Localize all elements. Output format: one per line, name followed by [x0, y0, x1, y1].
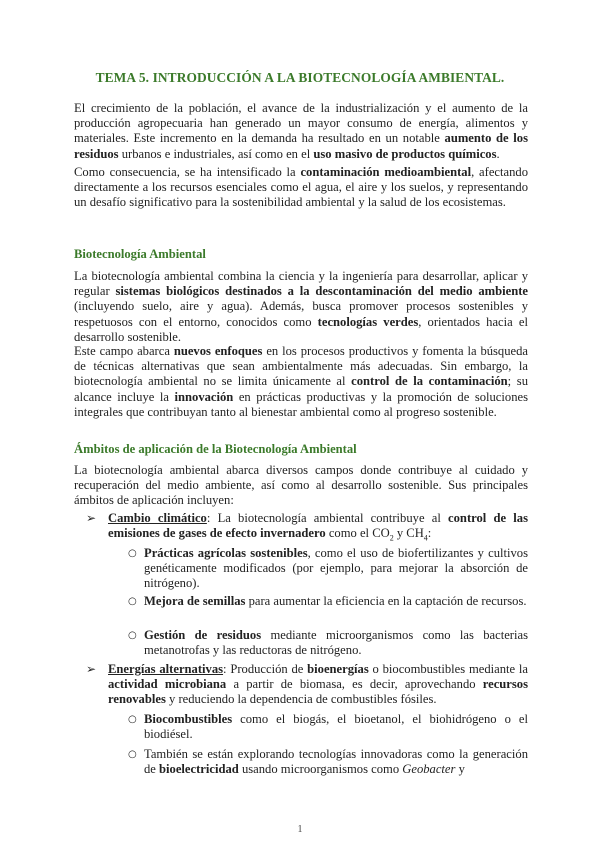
- section1-paragraph-1: La biotecnología ambiental combina la ciencia y la ingeniería para desarrollar, aplicar y regular sistemas biológicos destinados a la descontaminación del medio ambiente (incluyendo suelo, aire y agua). Además, busca promover procesos sostenibles y respetuosos con el entorno, conocidos como tecnologías verdes, orientados hacia el desarrollo sostenible.: [74, 269, 528, 344]
- list-item-energias-alternativas: Energías alternativas: Producción de bioenergías o biocombustibles mediante la actividad microbiana a partir de biomasa, es decir, aprovechando recursos renovables y reduciendo la dependencia de combustibles fósiles.: [108, 662, 528, 707]
- sub-item-gestion-residuos: Gestión de residuos mediante microorganismos como las bacterias metanotrofas y las reductoras de nitrógeno.: [144, 628, 528, 658]
- circle-bullet-icon: ○: [128, 714, 137, 725]
- section2-intro: La biotecnología ambiental abarca diversos campos donde contribuye al cuidado y recuperación del medio ambiente, así como al desarrollo sostenible. Sus principales ámbitos de aplicación incluyen:: [74, 463, 528, 508]
- circle-bullet-icon: ○: [128, 596, 137, 607]
- sub-item-biocombustibles: Biocombustibles como el biogás, el bioetanol, el biohidrógeno o el biodiésel.: [144, 712, 528, 742]
- intro-paragraph-1: El crecimiento de la población, el avance de la industrialización y el aumento de la producción agropecuaria han generado un mayor consumo de energía, alimentos y materiales. Este incremento en la demanda ha resultado en un notable aumento de los residuos urbanos e industriales, así como en el uso masivo de productos químicos.: [74, 101, 529, 161]
- section-heading-ambitos-aplicacion: Ámbitos de aplicación de la Biotecnología Ambiental: [74, 442, 357, 456]
- page-title: TEMA 5. INTRODUCCIÓN A LA BIOTECNOLOGÍA AMBIENTAL.: [95, 70, 505, 85]
- sub-item-practicas-agricolas: Prácticas agrícolas sostenibles, como el uso de biofertilizantes y cultivos genéticamente modificados (por ejemplo, para mejorar la absorción de nitrógeno).: [144, 546, 529, 591]
- sub-item-bioelectricidad: También se están explorando tecnologías innovadoras como la generación de bioelectricidad usando microorganismos como Geobacter y: [144, 747, 528, 777]
- list-item-cambio-climatico: Cambio climático: La biotecnología ambiental contribuye al control de las emisiones de gases de efecto invernadero como el $CO_2$ y $CH_4$:: [108, 511, 528, 543]
- sub-item-mejora-semillas: Mejora de semillas para aumentar la eficiencia en la captación de recursos.: [144, 594, 527, 608]
- page-number: 1: [297, 824, 303, 835]
- arrow-bullet-icon: ➢: [86, 511, 97, 525]
- arrow-bullet-icon: ➢: [86, 662, 97, 676]
- section1-paragraph-2: Este campo abarca nuevos enfoques en los procesos productivos y fomenta la búsqueda de técnicas alternativas que sean ambientalmente más adecuadas. Sin embargo, la biotecnología ambiental no se limita únicamente al control de la contaminación; su alcance incluye la innovación en prácticas productivas y la promoción de soluciones integrales que contribuyan tanto al bienestar ambiental como al progreso sostenible.: [74, 344, 529, 419]
- circle-bullet-icon: ○: [128, 630, 137, 641]
- section-heading-biotecnologia-ambiental: Biotecnología Ambiental: [74, 247, 206, 261]
- intro-paragraph-2: Como consecuencia, se ha intensificado la contaminación medioambiental, afectando directamente a los recursos esenciales como el agua, el aire y los suelos, y representando un desafío significativo para la sostenibilidad ambiental y la salud de los ecosistemas.: [74, 165, 528, 210]
- circle-bullet-icon: ○: [128, 749, 137, 760]
- circle-bullet-icon: ○: [128, 548, 137, 559]
